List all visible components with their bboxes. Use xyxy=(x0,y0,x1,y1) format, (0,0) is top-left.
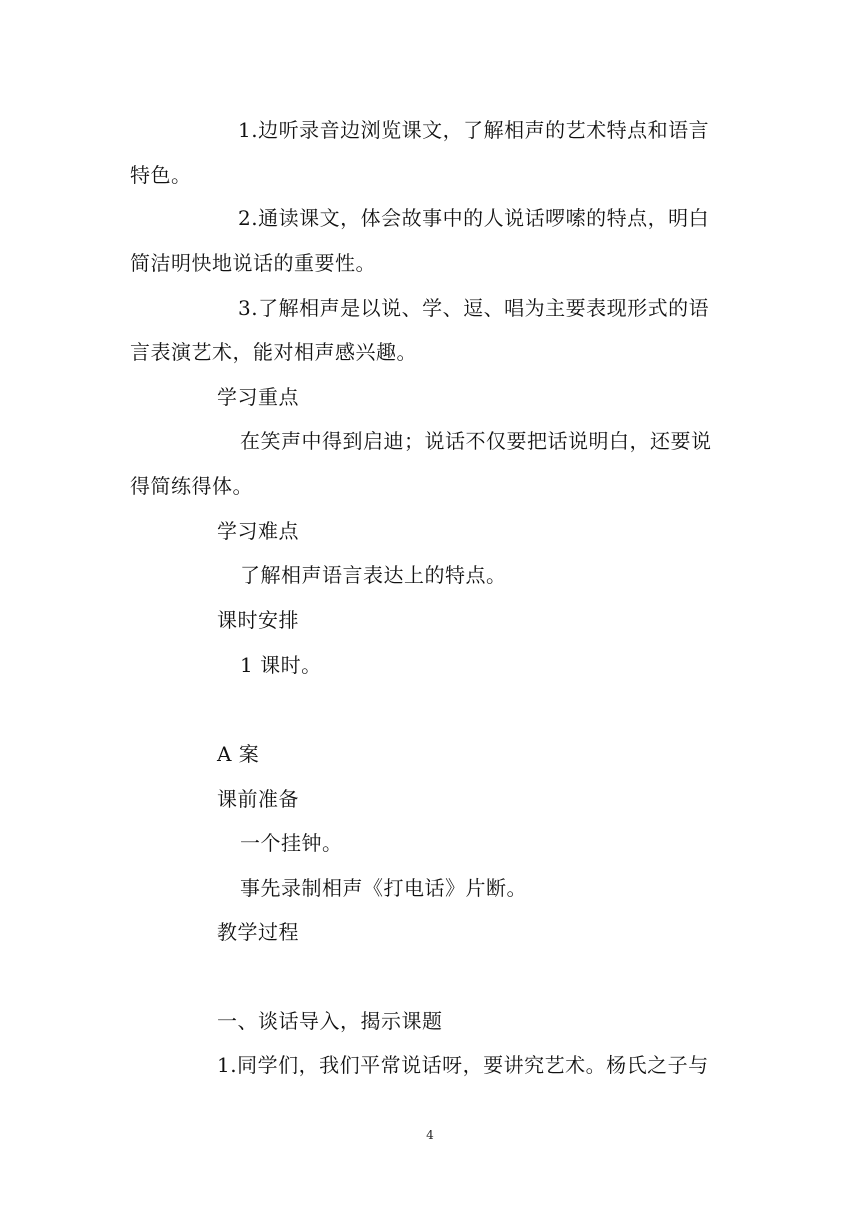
plan-a-title: A 案 xyxy=(217,742,260,766)
focus-line-1: 在笑声中得到启迪；说话不仅要把话说明白，还要说 xyxy=(240,429,712,453)
prep-heading: 课前准备 xyxy=(217,787,299,811)
difficulty-text: 了解相声语言表达上的特点。 xyxy=(240,563,507,587)
difficulty-heading: 学习难点 xyxy=(217,519,299,543)
prep-item-1: 一个挂钟。 xyxy=(240,831,343,855)
focus-line-2: 得简练得体。 xyxy=(130,474,253,498)
process-heading: 教学过程 xyxy=(217,920,299,944)
section-1-heading: 一、谈话导入，揭示课题 xyxy=(217,1009,443,1033)
prep-item-2: 事先录制相声《打电话》片断。 xyxy=(240,876,527,900)
section-1-line-1: 1.同学们，我们平常说话呀，要讲究艺术。杨氏之子与 xyxy=(217,1053,709,1077)
page-number: 4 xyxy=(426,1128,434,1142)
objective-3-line-2: 言表演艺术，能对相声感兴趣。 xyxy=(130,340,417,364)
focus-heading: 学习重点 xyxy=(217,385,299,409)
objective-3-line-1: 3.了解相声是以说、学、逗、唱为主要表现形式的语 xyxy=(238,296,710,320)
schedule-text: 1 课时。 xyxy=(240,653,322,677)
objective-2-line-1: 2.通读课文，体会故事中的人说话啰嗦的特点，明白 xyxy=(238,206,710,230)
schedule-heading: 课时安排 xyxy=(217,608,299,632)
objective-2-line-2: 简洁明快地说话的重要性。 xyxy=(130,251,376,275)
objective-1-line-2: 特色。 xyxy=(130,163,192,187)
objective-1-line-1: 1.边听录音边浏览课文，了解相声的艺术特点和语言 xyxy=(238,118,710,142)
